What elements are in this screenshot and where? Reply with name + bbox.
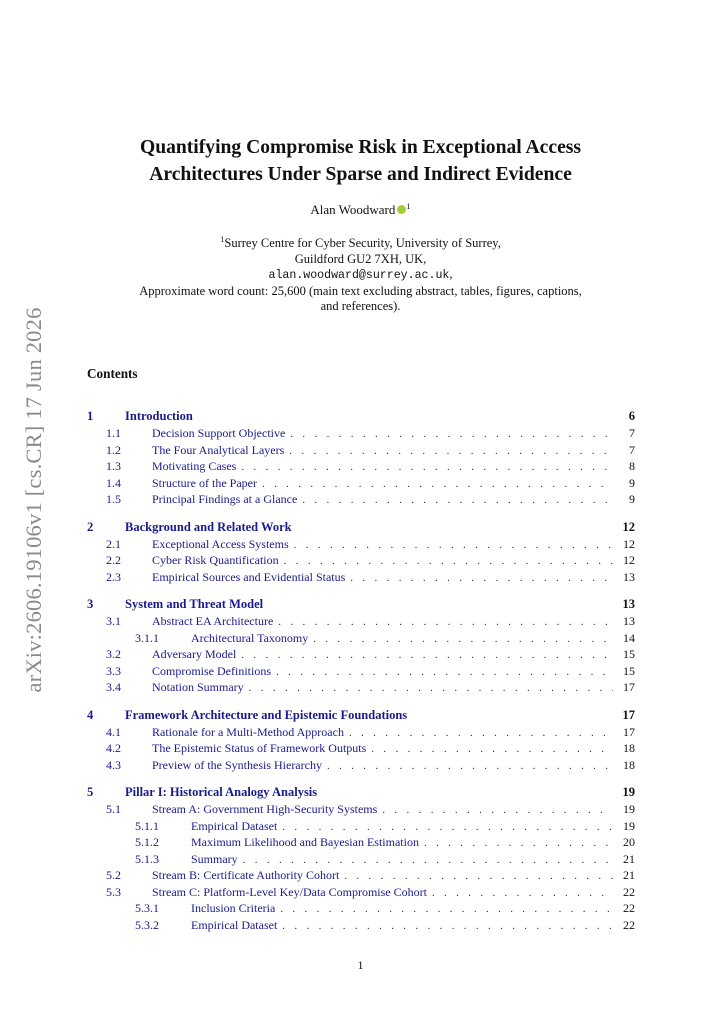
toc-entry-title[interactable]: Preview of the Synthesis Hierarchy (152, 757, 322, 772)
toc-dot-leader (345, 572, 613, 584)
toc-dot-leader (277, 821, 613, 833)
toc-subsubsection[interactable] (87, 918, 635, 935)
toc-entry-title[interactable]: Adversary Model (152, 647, 237, 661)
toc-entry-title[interactable]: Summary (191, 851, 238, 866)
toc-entry-number: 1.5 (106, 492, 121, 506)
toc-subsection[interactable] (87, 647, 635, 664)
toc-entry-page: 8 (629, 459, 635, 473)
contents-heading: Contents (87, 366, 138, 381)
toc-dot-leader (297, 494, 613, 506)
toc-dot-leader (271, 666, 613, 678)
toc-entry-number: 4.2 (106, 741, 121, 755)
toc-entry-number: 3.3 (106, 663, 121, 678)
toc-entry-title[interactable]: Notation Summary (152, 680, 244, 694)
toc-entry-title[interactable]: Exceptional Access Systems (152, 536, 289, 551)
toc-entry-number: 5.3.2 (135, 917, 159, 932)
toc-entry-title[interactable]: The Epistemic Status of Framework Outputs (152, 741, 367, 755)
toc-entry-page: 15 (623, 663, 635, 678)
word-count-line-1: Approximate word count: 25,600 (main text excluding abstract, tables, figures, captions, (139, 283, 582, 298)
toc-subsection[interactable] (87, 680, 635, 697)
toc-subsection[interactable] (87, 741, 635, 758)
toc-dot-leader (284, 445, 613, 457)
toc-subsection[interactable] (87, 664, 635, 681)
table-of-contents (87, 409, 635, 934)
toc-entry-number: 4.3 (106, 757, 121, 772)
toc-entry-page: 9 (629, 492, 635, 506)
toc-entry-title[interactable]: Inclusion Criteria (191, 901, 276, 915)
toc-entry-page: 12 (623, 536, 635, 551)
toc-entry-number: 2.3 (106, 569, 121, 584)
toc-entry-number: 5.3.1 (135, 901, 159, 915)
toc-subsubsection[interactable] (87, 631, 635, 648)
toc-subsection[interactable] (87, 553, 635, 570)
toc-dot-leader (236, 461, 613, 473)
toc-section-page: 19 (622, 785, 635, 799)
toc-subsubsection[interactable] (87, 819, 635, 836)
toc-entry-title[interactable]: Compromise Definitions (152, 663, 271, 678)
toc-entry-page: 13 (623, 614, 635, 628)
toc-section-title[interactable]: Introduction (125, 409, 193, 423)
toc-entry-page: 7 (629, 442, 635, 457)
toc-entry-number: 1.2 (106, 442, 121, 457)
affiliation-block (80, 232, 641, 315)
affiliation-mark: 1 (220, 234, 225, 244)
toc-entry-page: 14 (623, 630, 635, 645)
toc-entry-title[interactable]: Principal Findings at a Glance (152, 492, 298, 506)
toc-entry-title[interactable]: Motivating Cases (152, 459, 237, 473)
toc-section-page: 12 (622, 519, 635, 534)
toc-entry-title[interactable]: Rationale for a Multi-Method Approach (152, 724, 344, 739)
toc-dot-leader (308, 633, 613, 645)
affiliation-line-2: Guildford GU2 7XH, UK, (294, 251, 427, 266)
toc-section-page: 13 (622, 597, 635, 611)
toc-entry-title[interactable]: Stream B: Certificate Authority Cohort (152, 868, 340, 882)
author-line (80, 201, 641, 218)
toc-subsection[interactable] (87, 570, 635, 587)
toc-entry-number: 3.4 (106, 680, 121, 694)
toc-entry-number: 5.1.2 (135, 835, 159, 849)
toc-section[interactable] (87, 708, 635, 725)
toc-dot-leader (419, 837, 613, 849)
toc-subsubsection[interactable] (87, 852, 635, 869)
affiliation-line-1: Surrey Centre for Cyber Security, University of Surrey, (224, 236, 501, 250)
toc-entry-title[interactable]: Maximum Likelihood and Bayesian Estimation (191, 835, 419, 849)
toc-entry-title[interactable]: Stream C: Platform-Level Key/Data Compromise Cohort (152, 884, 427, 899)
toc-section-title[interactable]: Framework Architecture and Epistemic Foundations (125, 707, 408, 722)
toc-entry-title[interactable]: Empirical Sources and Evidential Status (152, 569, 346, 584)
page-number: 1 (357, 958, 364, 972)
toc-dot-leader (279, 555, 613, 567)
toc-entry-page: 21 (623, 851, 635, 866)
toc-entry-page: 19 (623, 818, 635, 833)
toc-entry-title[interactable]: Abstract EA Architecture (152, 614, 274, 628)
title-line-2: Architectures Under Sparse and Indirect Evidence (149, 164, 572, 185)
toc-subsubsection[interactable] (87, 901, 635, 918)
toc-subsection[interactable] (87, 802, 635, 819)
email-suffix: , (449, 267, 453, 281)
toc-subsection[interactable] (87, 492, 635, 509)
toc-dot-leader (289, 539, 613, 551)
toc-section[interactable] (87, 785, 635, 802)
toc-dot-leader (285, 428, 613, 440)
toc-entry-page: 17 (623, 724, 635, 739)
toc-entry-title[interactable]: The Four Analytical Layers (152, 442, 285, 457)
author-email[interactable]: alan.woodward@surrey.ac.uk (268, 269, 450, 282)
toc-dot-leader (377, 804, 613, 816)
toc-entry-number: 1.1 (106, 426, 121, 440)
toc-entry-title[interactable]: Cyber Risk Quantification (152, 553, 279, 567)
toc-entry-page: 22 (623, 901, 635, 915)
toc-section-title[interactable]: Pillar I: Historical Analogy Analysis (125, 785, 318, 799)
toc-section-page: 17 (622, 707, 635, 722)
toc-subsection[interactable] (87, 443, 635, 460)
toc-entry-number: 2.2 (106, 553, 121, 567)
toc-entry-title[interactable]: Decision Support Objective (152, 426, 286, 440)
toc-entry-page: 7 (629, 426, 635, 440)
toc-entry-number: 2.1 (106, 536, 121, 551)
toc-entry-title[interactable]: Architectural Taxonomy (191, 630, 309, 645)
toc-entry-number: 5.1 (106, 802, 121, 816)
toc-subsection[interactable] (87, 426, 635, 443)
toc-subsection[interactable] (87, 459, 635, 476)
toc-entry-number: 3.1.1 (135, 630, 159, 645)
toc-section-number: 1 (87, 409, 94, 423)
toc-dot-leader (236, 649, 613, 661)
toc-section-title[interactable]: Background and Related Work (125, 519, 292, 534)
toc-entry-page: 22 (623, 884, 635, 899)
toc-entry-title[interactable]: Empirical Dataset (191, 917, 278, 932)
toc-section[interactable] (87, 597, 635, 614)
toc-entry-number: 1.3 (106, 459, 121, 473)
title-line-1: Quantifying Compromise Risk in Exceptional Access (139, 137, 582, 158)
toc-entry-number: 5.2 (106, 868, 121, 882)
toc-entry-number: 4.1 (106, 724, 121, 739)
toc-entry-page: 15 (623, 647, 635, 661)
toc-section-title[interactable]: System and Threat Model (125, 597, 264, 611)
toc-dot-leader (257, 478, 613, 490)
toc-section[interactable] (87, 520, 635, 537)
toc-entry-page: 21 (623, 868, 635, 882)
toc-entry-number: 3.2 (106, 647, 121, 661)
toc-entry-number: 5.1.3 (135, 851, 159, 866)
toc-entry-page: 18 (623, 757, 635, 772)
toc-dot-leader (275, 903, 613, 915)
toc-dot-leader (322, 760, 613, 772)
toc-section-page: 6 (628, 409, 635, 423)
toc-subsection[interactable] (87, 885, 635, 902)
toc-section-number: 3 (87, 597, 94, 611)
toc-section-number: 2 (87, 519, 94, 534)
toc-section[interactable] (87, 409, 635, 426)
toc-section-number: 5 (87, 785, 94, 799)
toc-entry-page: 18 (623, 741, 635, 755)
author-name: Alan Woodward (310, 202, 396, 217)
toc-subsection[interactable] (87, 758, 635, 775)
toc-dot-leader (238, 854, 613, 866)
toc-entry-page: 9 (629, 475, 635, 490)
toc-entry-page: 19 (623, 802, 635, 816)
toc-entry-page: 22 (623, 917, 635, 932)
toc-dot-leader (427, 887, 613, 899)
toc-entry-number: 3.1 (106, 614, 121, 628)
toc-dot-leader (273, 616, 613, 628)
toc-dot-leader (277, 920, 613, 932)
toc-subsection[interactable] (87, 614, 635, 631)
toc-subsubsection[interactable] (87, 835, 635, 852)
paper-title (80, 134, 641, 188)
toc-entry-page: 17 (623, 680, 635, 694)
arxiv-identifier: arXiv:2606.19106v1 [cs.CR] 17 Jun 2026 (21, 307, 46, 693)
toc-dot-leader (244, 682, 613, 694)
toc-subsection[interactable] (87, 868, 635, 885)
toc-entry-page: 12 (623, 553, 635, 567)
toc-dot-leader (339, 870, 613, 882)
toc-entry-title[interactable]: Stream A: Government High-Security Systems (152, 802, 378, 816)
toc-entry-number: 5.3 (106, 884, 121, 899)
toc-entry-title[interactable]: Structure of the Paper (152, 475, 257, 490)
word-count-line-2: and references). (320, 299, 401, 313)
toc-entry-title[interactable]: Empirical Dataset (191, 818, 278, 833)
toc-subsection[interactable] (87, 725, 635, 742)
toc-entry-page: 13 (623, 569, 635, 584)
toc-subsection[interactable] (87, 537, 635, 554)
toc-dot-leader (344, 727, 613, 739)
arxiv-stamp (8, 300, 60, 700)
toc-entry-number: 5.1.1 (135, 818, 159, 833)
toc-entry-number: 1.4 (106, 475, 121, 490)
toc-subsection[interactable] (87, 476, 635, 493)
toc-section-number: 4 (87, 707, 94, 722)
author-affiliation-mark: 1 (406, 201, 411, 211)
toc-entry-page: 20 (623, 835, 635, 849)
toc-dot-leader (366, 743, 613, 755)
